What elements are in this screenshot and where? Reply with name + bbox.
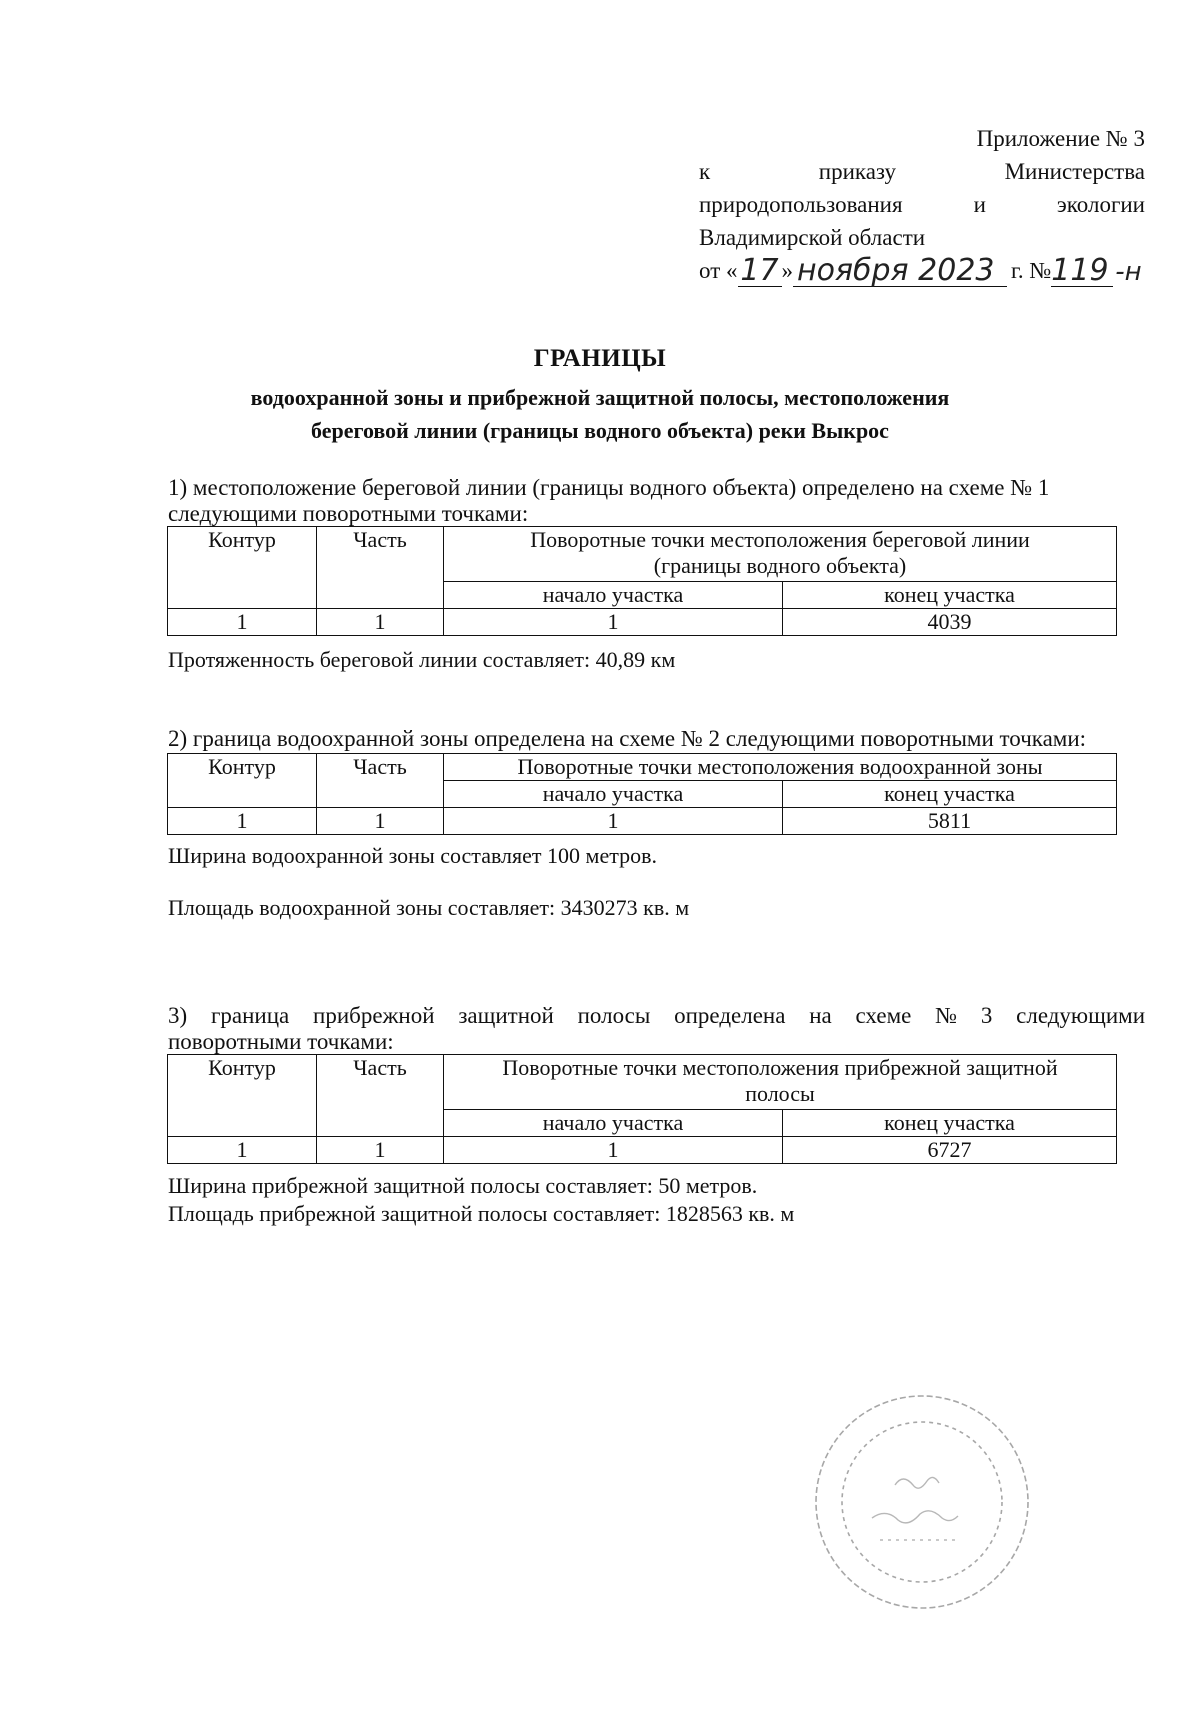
intro-word: полосы <box>577 1003 651 1028</box>
date-quote-close: » <box>781 258 793 283</box>
appendix-region-line: Владимирской области <box>699 225 926 250</box>
document-heading: ГРАНИЦЫ <box>533 345 667 372</box>
intro-word: на <box>809 1003 832 1028</box>
appendix-word: природопользования <box>699 192 903 217</box>
document-subheading <box>0 381 1200 447</box>
appendix-order-line <box>699 155 1145 188</box>
header-contour: Контур <box>168 754 317 808</box>
cell-contour: 1 <box>168 808 317 835</box>
section1-table <box>167 526 1117 636</box>
table-row <box>168 609 1117 636</box>
cell-start: 1 <box>444 609 783 636</box>
section2-width-note: Ширина водоохранной зоны составляет 100 метров. <box>168 843 657 868</box>
header-contour: Контур <box>168 1055 317 1137</box>
header-points <box>444 527 1117 582</box>
handwritten-order-number: 119 <box>1051 256 1113 287</box>
header-start: начало участка <box>444 582 783 609</box>
section1-intro <box>168 475 1145 527</box>
handwritten-month-year: ноября 2023 <box>793 256 1007 287</box>
section3-table <box>167 1054 1117 1164</box>
cell-start: 1 <box>444 1137 783 1164</box>
cell-start: 1 <box>444 808 783 835</box>
header-points-line: полосы <box>745 1081 815 1106</box>
stamp-graphic <box>810 1390 1035 1615</box>
header-part: Часть <box>317 1055 444 1137</box>
appendix-date-line <box>699 254 1145 287</box>
subheading-line: водоохранной зоны и прибрежной защитной полосы, местоположения <box>250 385 950 410</box>
table-row <box>168 808 1117 835</box>
appendix-ministry-line <box>699 188 1145 221</box>
section3-intro-line: поворотными точками: <box>168 1029 394 1054</box>
header-part: Часть <box>317 527 444 609</box>
section3-width-note: Ширина прибрежной защитной полосы составляет: 50 метров. <box>168 1173 758 1198</box>
handwritten-day: 17 <box>738 256 782 287</box>
section3-area-note: Площадь прибрежной защитной полосы составляет: 1828563 кв. м <box>168 1201 795 1226</box>
official-stamp <box>810 1390 1035 1615</box>
intro-word: 3) <box>168 1003 188 1028</box>
section1-intro-line: следующими поворотными точками: <box>168 501 529 526</box>
header-points-line: Поворотные точки местоположения береговой линии <box>530 527 1030 552</box>
header-end: конец участка <box>783 582 1117 609</box>
section2-table <box>167 753 1117 835</box>
section2-area-note: Площадь водоохранной зоны составляет: 3430273 кв. м <box>168 895 690 920</box>
intro-word: № <box>935 1003 958 1028</box>
header-start: начало участка <box>444 781 783 808</box>
header-end: конец участка <box>783 1110 1117 1137</box>
header-points-line: Поворотные точки местоположения прибрежной защитной <box>502 1055 1058 1080</box>
section2-intro: 2) граница водоохранной зоны определена на схеме № 2 следующими поворотными точками: <box>168 726 1087 751</box>
appendix-reference <box>699 122 1145 287</box>
cell-contour: 1 <box>168 609 317 636</box>
header-points <box>444 1055 1117 1110</box>
intro-word: схеме <box>855 1003 912 1028</box>
intro-word: защитной <box>458 1003 554 1028</box>
cell-part: 1 <box>317 1137 444 1164</box>
intro-word: определена <box>674 1003 786 1028</box>
handwritten-order-suffix: -н <box>1115 257 1142 287</box>
appendix-word: к <box>699 159 711 184</box>
header-contour: Контур <box>168 527 317 609</box>
section1-length-note: Протяженность береговой линии составляет: 40,89 км <box>168 647 676 672</box>
header-points: Поворотные точки местоположения водоохранной зоны <box>444 754 1117 781</box>
date-prefix: от « <box>699 258 738 283</box>
cell-end: 6727 <box>783 1137 1117 1164</box>
table-row <box>168 1137 1117 1164</box>
header-points-line: (границы водного объекта) <box>653 553 907 578</box>
intro-word: следующими <box>1016 1003 1145 1028</box>
appendix-word: приказу <box>818 159 897 184</box>
intro-word: прибрежной <box>313 1003 435 1028</box>
cell-contour: 1 <box>168 1137 317 1164</box>
intro-word: 3 <box>980 1003 993 1028</box>
date-year-suffix: г. № <box>1011 258 1052 283</box>
cell-part: 1 <box>317 609 444 636</box>
header-start: начало участка <box>444 1110 783 1137</box>
section1-intro-line: 1) местоположение береговой линии (границы водного объекта) определено на схеме № 1 <box>168 475 1050 500</box>
section3-intro-line <box>168 1003 1145 1029</box>
section3-intro <box>168 1003 1145 1055</box>
appendix-word: экологии <box>1056 192 1145 217</box>
appendix-number: Приложение № 3 <box>976 126 1145 151</box>
header-end: конец участка <box>783 781 1117 808</box>
cell-part: 1 <box>317 808 444 835</box>
intro-word: граница <box>210 1003 290 1028</box>
appendix-word: и <box>973 192 986 217</box>
cell-end: 5811 <box>783 808 1117 835</box>
appendix-word: Министерства <box>1004 159 1145 184</box>
cell-end: 4039 <box>783 609 1117 636</box>
subheading-line: береговой линии (границы водного объекта) реки Выкрос <box>311 418 889 443</box>
header-part: Часть <box>317 754 444 808</box>
